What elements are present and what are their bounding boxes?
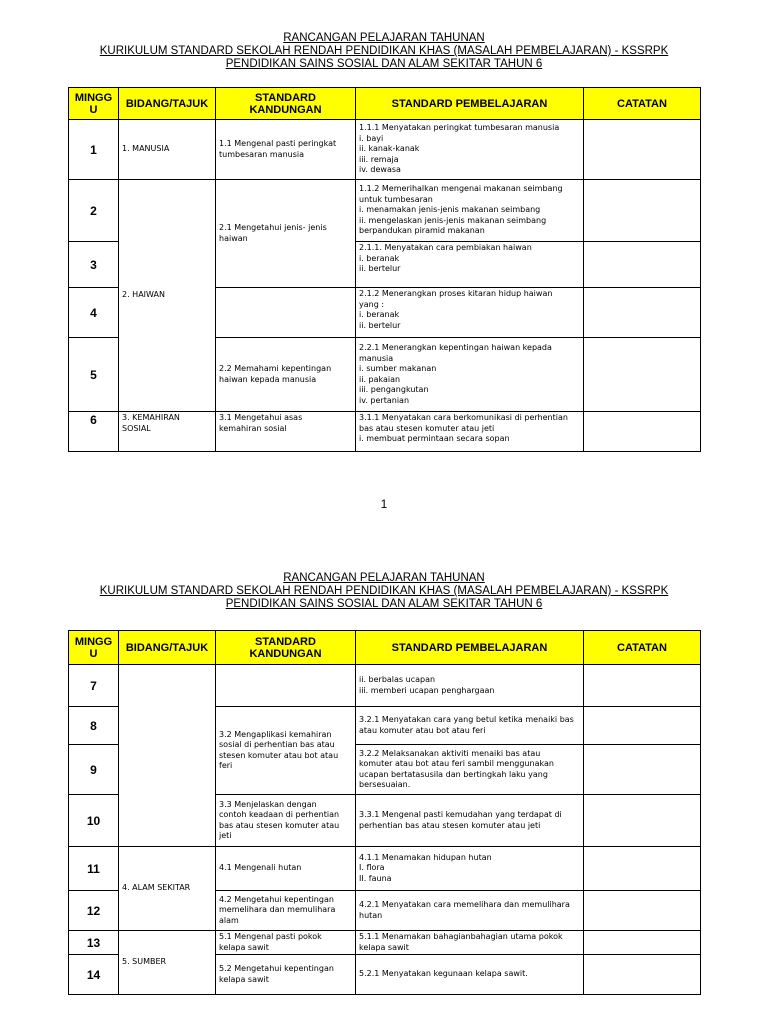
table-header-row	[69, 631, 701, 665]
col-header-catatan: CATATAN	[584, 88, 701, 120]
week-cell: 12	[69, 891, 119, 931]
week-cell: 11	[69, 847, 119, 891]
col-header-bidang: BIDANG/TAJUK	[119, 88, 216, 120]
kandungan-cell: 4.1 Mengenali hutan	[216, 847, 356, 891]
heading-line-2: KURIKULUM STANDARD SEKOLAH RENDAH PENDIDIKAN KHAS (MASALAH PEMBELAJARAN) - KSSRPK	[99, 585, 669, 597]
kandungan-cell: 3.1 Mengetahui asas kemahiran sosial	[216, 412, 356, 452]
pembelajaran-cell: 1.1.1 Menyatakan peringkat tumbesaran manusia i. bayi ii. kanak-kanak iii. remaja iv. dewasa	[356, 120, 584, 180]
week-cell: 7	[69, 665, 119, 707]
heading-line-2: KURIKULUM STANDARD SEKOLAH RENDAH PENDIDIKAN KHAS (MASALAH PEMBELAJARAN) - KSSRPK	[99, 45, 669, 57]
catatan-cell	[584, 955, 701, 995]
week-cell: 13	[69, 931, 119, 955]
catatan-cell	[584, 931, 701, 955]
bidang-cell: 4. ALAM SEKITAR	[119, 847, 216, 931]
week-cell: 6	[69, 412, 119, 452]
catatan-cell	[584, 795, 701, 847]
bidang-cell: 5. SUMBER	[119, 931, 216, 995]
week-cell: 8	[69, 707, 119, 745]
col-header-minggu: MINGG U	[69, 88, 119, 120]
catatan-cell	[584, 242, 701, 288]
kandungan-cell: 2.1 Mengetahui jenis- jenis haiwan	[216, 180, 356, 288]
col-header-bidang: BIDANG/TAJUK	[119, 631, 216, 665]
bidang-cell	[119, 665, 216, 847]
catatan-cell	[584, 847, 701, 891]
heading-line-3: PENDIDIKAN SAINS SOSIAL DAN ALAM SEKITAR TAHUN 6	[225, 58, 543, 70]
week-cell: 1	[69, 120, 119, 180]
catatan-cell	[584, 707, 701, 745]
heading-line-3: PENDIDIKAN SAINS SOSIAL DAN ALAM SEKITAR TAHUN 6	[225, 598, 543, 610]
week-cell: 5	[69, 338, 119, 412]
table-row	[69, 120, 701, 180]
page-number: 1	[380, 497, 388, 511]
catatan-cell	[584, 891, 701, 931]
kandungan-cell: 2.2 Memahami kepentingan haiwan kepada manusia	[216, 338, 356, 412]
kandungan-cell: 5.2 Mengetahui kepentingan kelapa sawit	[216, 955, 356, 995]
col-header-kandungan: STANDARD KANDUNGAN	[216, 88, 356, 120]
week-cell: 10	[69, 795, 119, 847]
document-heading	[0, 32, 768, 71]
pembelajaran-cell: 3.2.1 Menyatakan cara yang betul ketika menaiki bas atau komuter atau bot atau feri	[356, 707, 584, 745]
table-row	[69, 847, 701, 891]
week-cell: 9	[69, 745, 119, 795]
bidang-cell: 2. HAIWAN	[119, 180, 216, 412]
kandungan-cell	[216, 288, 356, 338]
table-row	[69, 180, 701, 242]
week-cell: 14	[69, 955, 119, 995]
kandungan-cell: 4.2 Mengetahui kepentingan memelihara dan memulihara alam	[216, 891, 356, 931]
catatan-cell	[584, 338, 701, 412]
pembelajaran-cell: 4.1.1 Menamakan hidupan hutan I. flora II. fauna	[356, 847, 584, 891]
week-cell: 3	[69, 242, 119, 288]
col-header-pembelajaran: STANDARD PEMBELAJARAN	[356, 88, 584, 120]
kandungan-cell: 5.1 Mengenal pasti pokok kelapa sawit	[216, 931, 356, 955]
bidang-cell: 3. KEMAHIRAN SOSIAL	[119, 412, 216, 452]
kandungan-cell	[216, 665, 356, 707]
week-cell: 2	[69, 180, 119, 242]
catatan-cell	[584, 180, 701, 242]
col-header-catatan: CATATAN	[584, 631, 701, 665]
kandungan-cell: 1.1 Mengenal pasti peringkat tumbesaran manusia	[216, 120, 356, 180]
heading-line-1: RANCANGAN PELAJARAN TAHUNAN	[283, 572, 485, 584]
document-heading	[0, 572, 768, 611]
bidang-cell: 1. MANUSIA	[119, 120, 216, 180]
table-row	[69, 931, 701, 955]
lesson-plan-table	[68, 87, 701, 452]
week-cell: 4	[69, 288, 119, 338]
col-header-pembelajaran: STANDARD PEMBELAJARAN	[356, 631, 584, 665]
pembelajaran-cell: 1.1.2 Memerihalkan mengenai makanan seimbang untuk tumbesaran i. menamakan jenis-jenis makanan seimbang ii. mengelaskan jenis-jenis makanan seimbang berpandukan piramid makanan	[356, 180, 584, 242]
catatan-cell	[584, 745, 701, 795]
pembelajaran-cell: 2.1.2 Menerangkan proses kitaran hidup haiwan yang : i. beranak ii. bertelur	[356, 288, 584, 338]
pembelajaran-cell: 3.3.1 Mengenal pasti kemudahan yang terdapat di perhentian bas atau stesen komuter atau jeti	[356, 795, 584, 847]
col-header-kandungan: STANDARD KANDUNGAN	[216, 631, 356, 665]
col-header-minggu: MINGG U	[69, 631, 119, 665]
pembelajaran-cell: 3.1.1 Menyatakan cara berkomunikasi di perhentian bas atau stesen komuter atau jeti i. membuat permintaan secara sopan	[356, 412, 584, 452]
lesson-plan-table	[68, 630, 701, 995]
table-header-row	[69, 88, 701, 120]
pembelajaran-cell: 5.1.1 Menamakan bahagianbahagian utama pokok kelapa sawit	[356, 931, 584, 955]
pembelajaran-cell: 4.2.1 Menyatakan cara memelihara dan memulihara hutan	[356, 891, 584, 931]
pembelajaran-cell: 3.2.2 Melaksanakan aktiviti menaiki bas atau komuter atau bot atau feri sambil menggunakan ucapan bertatasusila dan bertingkah laku yang bersesuaian.	[356, 745, 584, 795]
catatan-cell	[584, 288, 701, 338]
catatan-cell	[584, 665, 701, 707]
kandungan-cell: 3.3 Menjelaskan dengan contoh keadaan di perhentian bas atau stesen komuter atau jeti	[216, 795, 356, 847]
kandungan-cell: 3.2 Mengaplikasi kemahiran sosial di perhentian bas atau stesen komuter atau bot atau feri	[216, 707, 356, 795]
pembelajaran-cell: 5.2.1 Menyatakan kegunaan kelapa sawit.	[356, 955, 584, 995]
table-row	[69, 665, 701, 707]
heading-line-1: RANCANGAN PELAJARAN TAHUNAN	[283, 32, 485, 44]
table-row	[69, 412, 701, 452]
pembelajaran-cell: 2.2.1 Menerangkan kepentingan haiwan kepada manusia i. sumber makanan ii. pakaian iii. pengangkutan iv. pertanian	[356, 338, 584, 412]
catatan-cell	[584, 120, 701, 180]
pembelajaran-cell: 2.1.1. Menyatakan cara pembiakan haiwan i. beranak ii. bertelur	[356, 242, 584, 288]
catatan-cell	[584, 412, 701, 452]
pembelajaran-cell: ii. berbalas ucapan iii. memberi ucapan penghargaan	[356, 665, 584, 707]
